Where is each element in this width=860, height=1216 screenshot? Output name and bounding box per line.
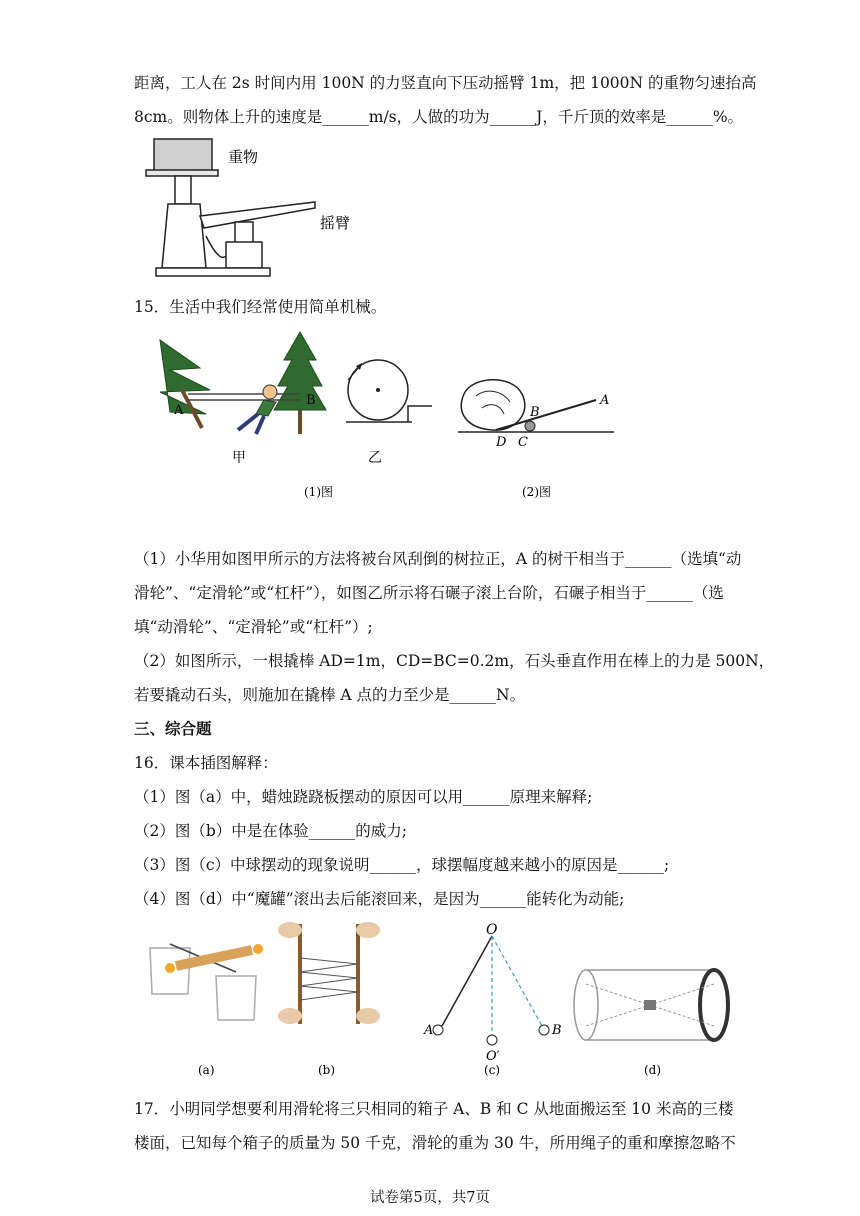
magic-can-icon	[574, 970, 728, 1040]
label-B3: B	[552, 1023, 562, 1038]
caption-jia: 甲	[232, 450, 246, 466]
tree-icon	[274, 332, 326, 434]
q15-p1-line1: （1）小华用如图甲所示的方法将被台风刮倒的树拉正，A 的树干相当于______（选填“动	[134, 550, 742, 568]
q15-figure-2	[452, 374, 622, 510]
q15-figure-1	[140, 330, 440, 510]
caption-a: (a)	[198, 1063, 215, 1077]
q15-p2-line1: （2）如图所示，一根撬棒 AD=1m，CD=BC=0.2m，石头垂直作用在棒上的力是 500N，	[134, 652, 775, 670]
q16-sub4: （4）图（d）中“魔罐”滚出去后能滚回来，是因为______能转化为动能;	[134, 890, 625, 908]
q16-figures	[140, 920, 740, 1086]
caption-fig1: (1)图	[304, 485, 333, 499]
q15-p1-line2: 滑轮”、“定滑轮”或“杠杆”），如图乙所示将石碾子滚上台阶，石碾子相当于______（选	[134, 584, 724, 602]
q15-title: 15．生活中我们经常使用简单机械。	[134, 298, 387, 316]
caption-fig2: (2)图	[522, 485, 551, 499]
caption-yi: 乙	[368, 450, 382, 466]
label-B2: B	[530, 405, 540, 420]
label-B: B	[306, 393, 316, 408]
caption-c: (c)	[484, 1063, 501, 1077]
candle-seesaw-icon	[150, 944, 263, 1020]
q17-text-line1: 17．小明同学想要利用滑轮将三只相同的箱子 A、B 和 C 从地面搬运至 10 米高的三楼	[134, 1100, 734, 1118]
label-C: C	[518, 435, 528, 450]
q15-p2-line2: 若要撬动石头，则施加在撬棒 A 点的力至少是______N。	[134, 686, 526, 704]
rock-icon	[461, 380, 525, 430]
q16-title: 16．课本插图解释：	[134, 754, 278, 772]
roller-icon	[346, 360, 432, 422]
caption-b: (b)	[318, 1063, 336, 1077]
q16-sub3: （3）图（c）中球摆动的现象说明______，球摆幅度越来越小的原因是______;	[134, 856, 670, 874]
label-A: A	[174, 403, 184, 418]
label-D: D	[496, 435, 507, 450]
arm-label: 摇臂	[320, 214, 351, 232]
jack-figure	[140, 136, 370, 284]
label-A2: A	[600, 393, 610, 408]
label-A3: A	[424, 1023, 434, 1038]
caption-d: (d)	[644, 1063, 662, 1077]
pulley-sticks-icon	[278, 922, 380, 1024]
q14-text-line2: 8cm。则物体上升的速度是______m/s，人做的功为______J，千斤顶的效率是______%。	[134, 108, 744, 126]
fallen-tree-icon	[160, 340, 210, 428]
weight-label: 重物	[228, 148, 259, 166]
pendulum-icon	[433, 936, 549, 1045]
q17-text-line2: 楼面，已知每个箱子的质量为 50 千克，滑轮的重为 30 牛，所用绳子的重和摩擦忽略不	[134, 1134, 736, 1152]
person-icon	[238, 385, 277, 434]
page-footer: 试卷第5页，共7页	[370, 1190, 490, 1206]
label-O: O	[486, 922, 498, 938]
q14-text-line1: 距离，工人在 2s 时间内用 100N 的力竖直向下压动摇臂 1m，把 1000N 的重物匀速抬高	[134, 74, 757, 92]
section3-title: 三、综合题	[134, 719, 212, 738]
q15-p1-line3: 填“动滑轮”、“定滑轮”或“杠杆”）;	[134, 618, 373, 636]
q16-sub2: （2）图（b）中是在体验______的威力;	[134, 822, 408, 840]
label-O-prime: O′	[486, 1049, 500, 1064]
q16-sub1: （1）图（a）中，蜡烛跷跷板摆动的原因可以用______原理来解释;	[134, 788, 593, 806]
